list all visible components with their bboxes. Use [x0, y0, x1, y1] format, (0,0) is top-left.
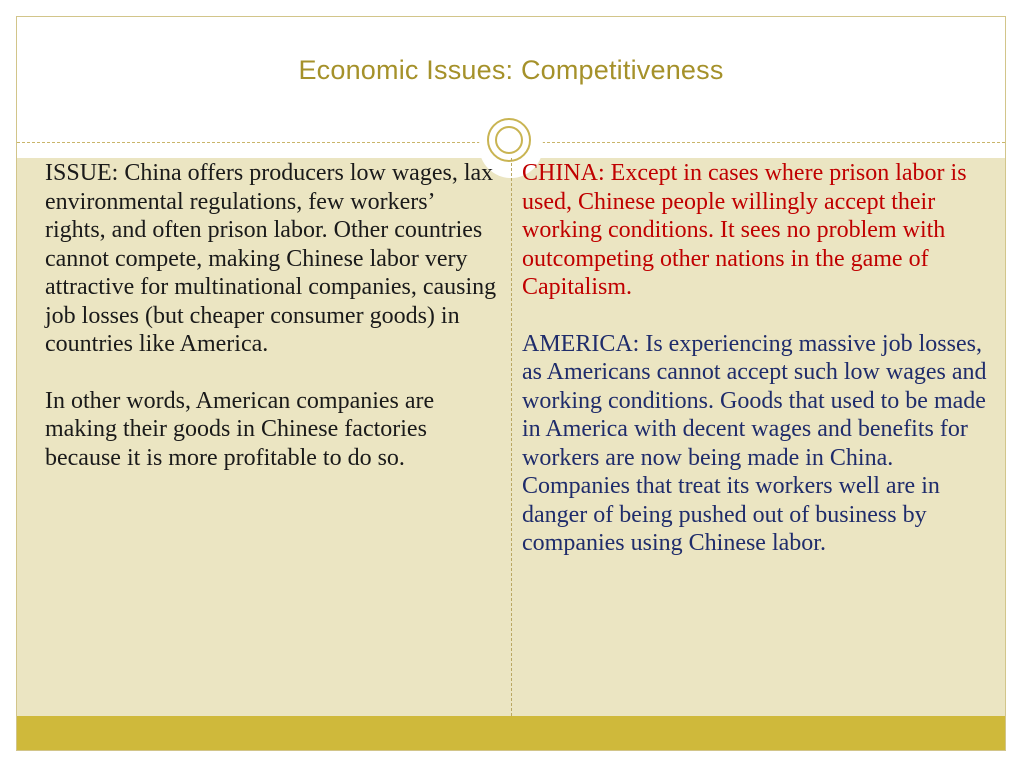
america-paragraph: AMERICA: Is experiencing massive job losses, as Americans cannot accept such low wages and working conditions. Goods that used to be made in America with decent wages and benefits for workers are now being made in China. Companies that treat its workers well are in danger of being pushed out of business by companies using Chinese labor. [522, 330, 987, 556]
center-ring-inner [495, 126, 523, 154]
issue-paragraph: ISSUE: China offers producers low wages, lax environmental regulations, few workers’ rights, and often prison labor. Other countries cannot compete, making Chinese labor very attractive for multinational companies, causing job losses (but cheaper consumer goods) in countries like America. [45, 160, 497, 357]
slide-title: Economic Issues: Competitiveness [298, 55, 724, 85]
china-paragraph: CHINA: Except in cases where prison labor is used, Chinese people willingly accept their working conditions. It sees no problem with outcompeting other nations in the game of Capitalism. [522, 160, 967, 300]
footer-band [17, 716, 1005, 751]
summary-paragraph: In other words, American companies are making their goods in Chinese factories because it is more profitable to do so. [45, 387, 435, 471]
column-divider [511, 158, 512, 716]
slide-frame [16, 16, 1006, 751]
center-ring-icon [487, 118, 531, 162]
right-column [522, 159, 998, 586]
left-column [45, 159, 497, 500]
